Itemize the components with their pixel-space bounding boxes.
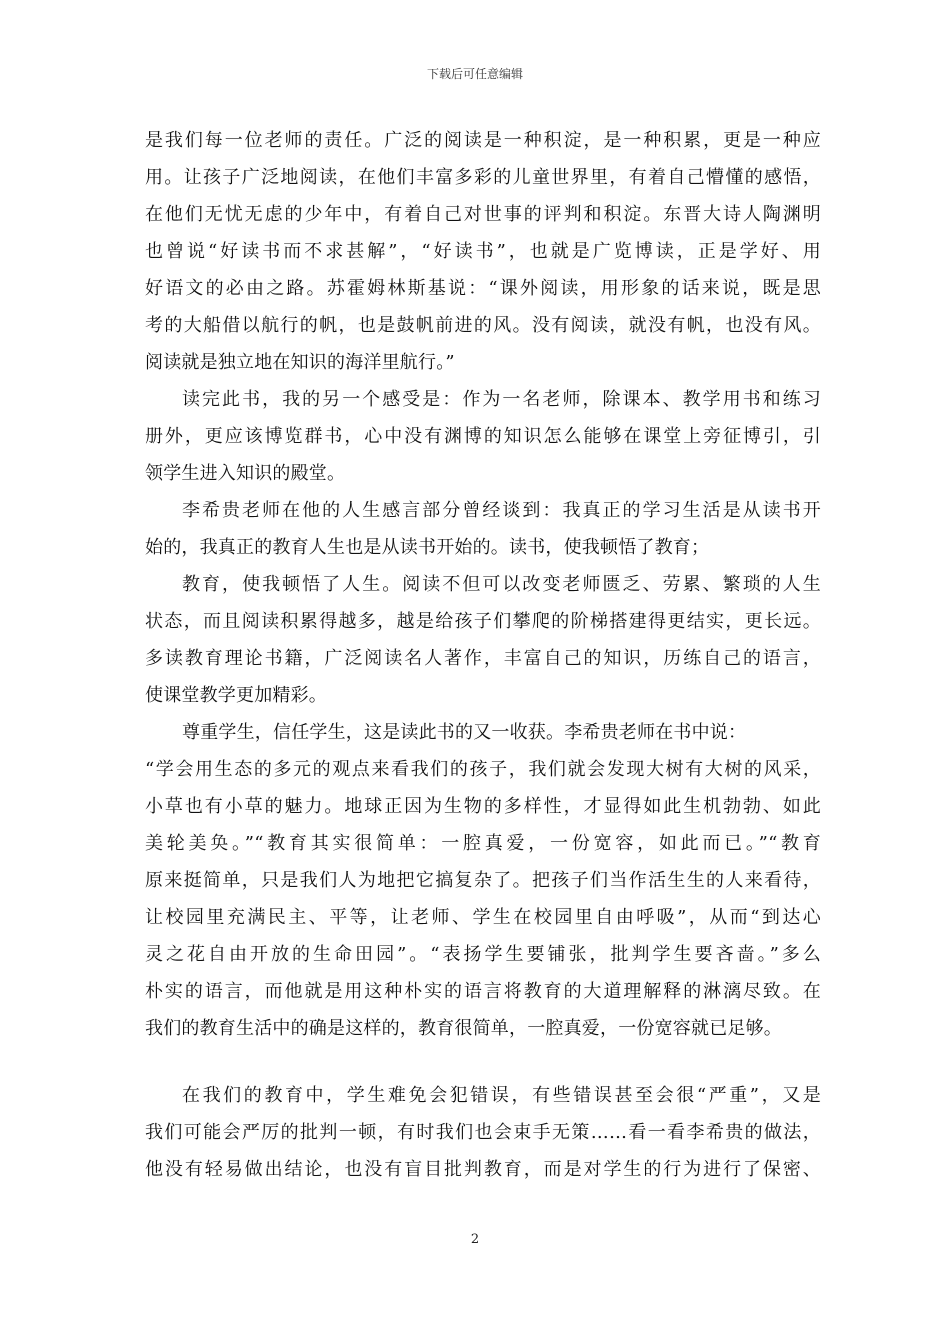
text-line: 使课堂教学更加精彩。 bbox=[145, 685, 327, 706]
text-line: 也曾说“好读书而不求甚解”，“好读书”，也就是广览博读，正是学好、用 bbox=[145, 241, 821, 262]
text-line: 好语文的必由之路。苏霍姆林斯基说：“课外阅读，用形象的话来说，既是思 bbox=[145, 278, 821, 299]
page-header: 下载后可任意编辑 bbox=[426, 67, 523, 81]
text-line: 状态，而且阅读积累得越多，越是给孩子们攀爬的阶梯搭建得更结实，更长远。 bbox=[145, 611, 821, 632]
text-line: 教育，使我顿悟了人生。阅读不但可以改变老师匮乏、劳累、繁琐的人生 bbox=[182, 574, 821, 595]
text-line: 让校园里充满民主、平等，让老师、学生在校园里自由呼吸”，从而“到达心 bbox=[145, 907, 821, 928]
paragraph-gap bbox=[145, 1047, 821, 1077]
text-line: 我们可能会严厉的批判一顿，有时我们也会束手无策……看一看李希贵的做法， bbox=[145, 1122, 821, 1143]
text-line: 灵之花自由开放的生命田园”。“表扬学生要铺张，批判学生要吝啬。”多么 bbox=[145, 944, 821, 965]
text-line: 李希贵老师在他的人生感言部分曾经谈到：我真正的学习生活是从读书开 bbox=[182, 500, 821, 521]
text-line: 我们的教育生活中的确是这样的，教育很简单，一腔真爱，一份宽容就已足够。 bbox=[145, 1018, 782, 1039]
text-line: 册外，更应该博览群书，心中没有渊博的知识怎么能够在课堂上旁征博引，引 bbox=[145, 426, 821, 447]
text-line: 在他们无忧无虑的少年中，有着自己对世事的评判和积淀。东晋大诗人陶渊明 bbox=[145, 204, 821, 225]
text-line: 朴实的语言，而他就是用这种朴实的语言将教育的大道理解释的淋漓尽致。在 bbox=[145, 981, 821, 1002]
text-line: 他没有轻易做出结论，也没有盲目批判教育，而是对学生的行为进行了保密、 bbox=[145, 1159, 821, 1180]
text-line: 读完此书，我的另一个感受是：作为一名老师，除课本、教学用书和练习 bbox=[182, 389, 821, 410]
text-line: 考的大船借以航行的帆，也是鼓帆前进的风。没有阅读，就没有帆，也没有风。 bbox=[145, 315, 821, 336]
text-line: 在我们的教育中，学生难免会犯错误，有些错误甚至会很“严重”，又是 bbox=[182, 1085, 821, 1106]
text-line: 多读教育理论书籍，广泛阅读名人著作，丰富自己的知识，历练自己的语言， bbox=[145, 648, 821, 669]
text-line: “学会用生态的多元的观点来看我们的孩子，我们就会发现大树有大树的风采， bbox=[145, 759, 821, 780]
text-line: 用。让孩子广泛地阅读，在他们丰富多彩的儿童世界里，有着自己懵懂的感悟， bbox=[145, 167, 821, 188]
document-body bbox=[145, 122, 821, 1188]
text-line: 领学生进入知识的殿堂。 bbox=[145, 463, 346, 484]
page-number: 2 bbox=[470, 1232, 480, 1247]
text-line: 美轮美奂。”“教育其实很简单：一腔真爱，一份宽容，如此而已。”“教育 bbox=[145, 833, 821, 854]
text-line: 始的，我真正的教育人生也是从读书开始的。读书，使我顿悟了教育； bbox=[145, 537, 710, 558]
text-line: 小草也有小草的魅力。地球正因为生物的多样性，才显得如此生机勃勃、如此 bbox=[145, 796, 821, 817]
text-line: 原来挺简单，只是我们人为地把它搞复杂了。把孩子们当作活生生的人来看待， bbox=[145, 870, 821, 891]
text-line: 尊重学生，信任学生，这是读此书的又一收获。李希贵老师在书中说： bbox=[182, 722, 747, 743]
text-line: 是我们每一位老师的责任。广泛的阅读是一种积淀，是一种积累，更是一种应 bbox=[145, 130, 821, 151]
text-line: 阅读就是独立地在知识的海洋里航行。” bbox=[145, 352, 455, 373]
